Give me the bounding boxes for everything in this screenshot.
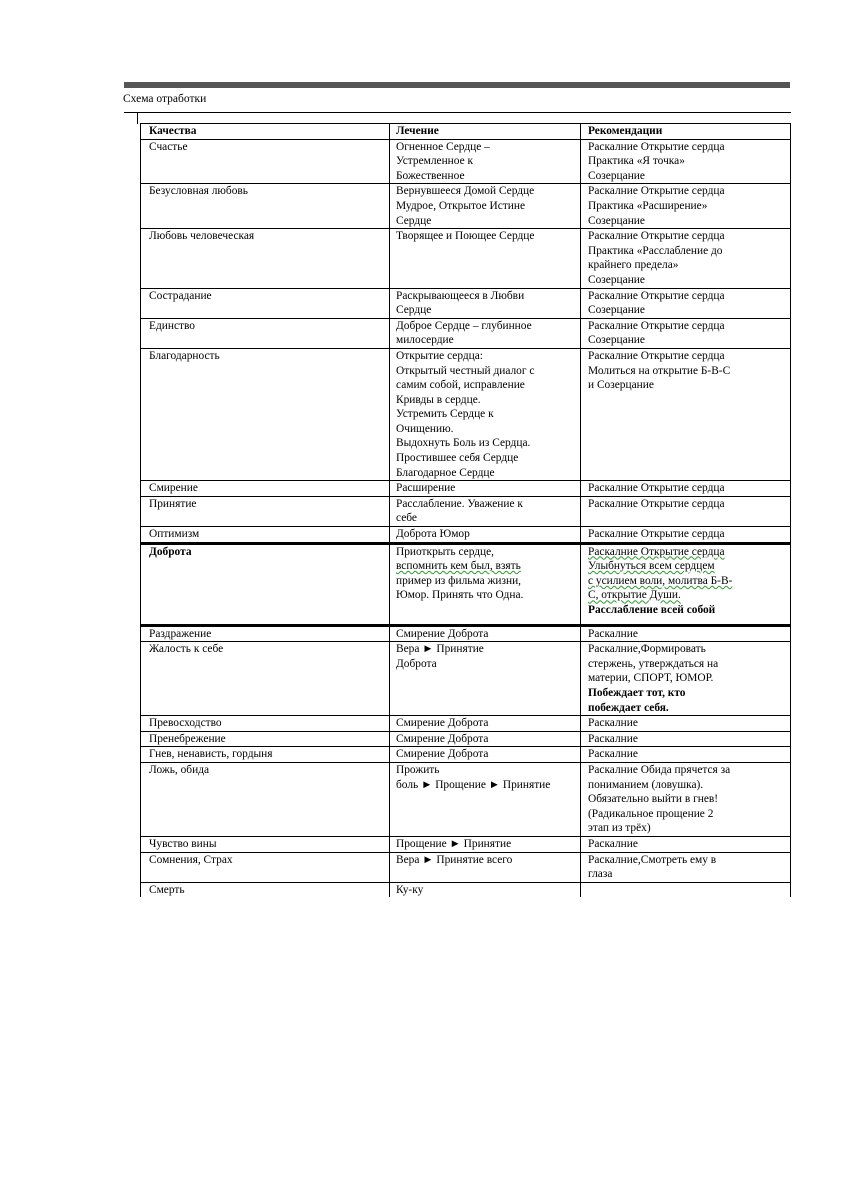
treatment-cell: Смирение Доброта <box>390 625 581 642</box>
quality-cell: Безусловная любовь <box>141 184 390 229</box>
header-qualities: Качества <box>141 124 390 140</box>
treatment-cell: Вера ► Принятие всего <box>390 852 581 882</box>
table-row <box>141 288 791 318</box>
table-header-row <box>141 124 791 140</box>
recommendation-cell: Раскалние <box>581 731 791 747</box>
treatment-cell: Раскрывающееся в Любви Сердце <box>390 288 581 318</box>
treatment-cell: Доброта Юмор <box>390 527 581 544</box>
table-row <box>141 496 791 526</box>
recommendation-cell: Раскалние Открытие сердца <box>581 527 791 544</box>
table-row <box>141 543 791 625</box>
treatment-cell: Ку-ку <box>390 882 581 897</box>
recommendation-cell: Раскалние <box>581 625 791 642</box>
table-row <box>141 527 791 544</box>
page-title: Схема отработки <box>123 93 207 105</box>
treatment-cell: Расслабление. Уважение к себе <box>390 496 581 526</box>
treatment-cell: Смирение Доброта <box>390 731 581 747</box>
table-row <box>141 229 791 288</box>
recommendation-cell: Раскалние Открытие сердца Практика «Расширение» Созерцание <box>581 184 791 229</box>
table-row <box>141 836 791 852</box>
recommendation-cell: Раскалние Открытие сердца <box>581 481 791 497</box>
quality-cell: Благодарность <box>141 348 390 480</box>
recommendation-cell: Раскалние Открытие сердца Практика «Расслабление до крайнего предела» Созерцание <box>581 229 791 288</box>
recommendation-cell: Раскалние <box>581 836 791 852</box>
quality-cell: Превосходство <box>141 716 390 732</box>
table-row <box>141 642 791 716</box>
quality-cell: Пренебрежение <box>141 731 390 747</box>
recommendation-cell: Раскалние Обида прячется за пониманием (ловушка). Обязательно выйти в гнев! (Радикальное прощение 2 этап из трёх) <box>581 762 791 836</box>
treatment-cell: Прожить боль ► Прощение ► Принятие <box>390 762 581 836</box>
treatment-cell: Доброе Сердце – глубинное милосердие <box>390 318 581 348</box>
quality-cell: Раздражение <box>141 625 390 642</box>
treatment-cell: Огненное Сердце – Устремленное к Божественное <box>390 139 581 184</box>
frame-left-rule <box>137 112 138 124</box>
quality-cell: Чувство вины <box>141 836 390 852</box>
table-row <box>141 762 791 836</box>
treatment-cell: Смирение Доброта <box>390 716 581 732</box>
frame-rule <box>124 112 791 113</box>
recommendation-cell: Раскалние,Формировать стержень, утверждаться на материи, СПОРТ, ЮМОР. Побеждает тот, кто побеждает себя. <box>581 642 791 716</box>
table-row <box>141 882 791 897</box>
table-row <box>141 481 791 497</box>
treatment-cell: Прощение ► Принятие <box>390 836 581 852</box>
header-recommendations: Рекомендации <box>581 124 791 140</box>
recommendation-cell: Раскалние Открытие сердца Молиться на открытие Б-В-С и Созерцание <box>581 348 791 480</box>
table-row <box>141 731 791 747</box>
quality-cell: Жалость к себе <box>141 642 390 716</box>
quality-cell: Ложь, обида <box>141 762 390 836</box>
quality-cell: Оптимизм <box>141 527 390 544</box>
quality-cell: Смерть <box>141 882 390 897</box>
quality-cell: Единство <box>141 318 390 348</box>
table-row <box>141 318 791 348</box>
quality-cell: Принятие <box>141 496 390 526</box>
recommendation-cell: Раскалние Открытие сердца Улыбнуться всем сердцем с усилием воли, молитва Б-В- С, открытие Души. Расслабление всей собой <box>581 543 791 625</box>
table-row <box>141 716 791 732</box>
treatment-cell: Открытие сердца: Открытый честный диалог с самим собой, исправление Кривды в сердце. Устремить Сердце к Очищению. Выдохнуть Боль из Сердца. Простившее себя Сердце Благодарное Сердце <box>390 348 581 480</box>
recommendation-cell: Раскалние <box>581 716 791 732</box>
treatment-cell: Приоткрыть сердце, вспомнить кем был, взять пример из фильма жизни, Юмор. Принять что Одна. <box>390 543 581 625</box>
recommendation-cell: Раскалние Открытие сердца Практика «Я точка» Созерцание <box>581 139 791 184</box>
table-row <box>141 625 791 642</box>
quality-cell: Сомнения, Страх <box>141 852 390 882</box>
header-rule <box>124 82 790 88</box>
qualities-table <box>140 123 791 897</box>
table-row <box>141 747 791 763</box>
treatment-cell: Вернувшееся Домой Сердце Мудрое, Открытое Истине Сердце <box>390 184 581 229</box>
table-row <box>141 348 791 480</box>
recommendation-cell: Раскалние,Смотреть ему в глаза <box>581 852 791 882</box>
quality-cell: Гнев, ненависть, гордыня <box>141 747 390 763</box>
table-row <box>141 139 791 184</box>
treatment-cell: Расширение <box>390 481 581 497</box>
quality-cell: Счастье <box>141 139 390 184</box>
recommendation-cell: Раскалние Открытие сердца Созерцание <box>581 318 791 348</box>
quality-cell: Любовь человеческая <box>141 229 390 288</box>
quality-cell: Смирение <box>141 481 390 497</box>
treatment-cell: Творящее и Поющее Сердце <box>390 229 581 288</box>
header-treatment: Лечение <box>390 124 581 140</box>
treatment-cell: Смирение Доброта <box>390 747 581 763</box>
table-row <box>141 852 791 882</box>
quality-cell: Доброта <box>141 543 390 625</box>
recommendation-cell: Раскалние Открытие сердца Созерцание <box>581 288 791 318</box>
treatment-cell: Вера ► Принятие Доброта <box>390 642 581 716</box>
quality-cell: Сострадание <box>141 288 390 318</box>
recommendation-cell: Раскалние Открытие сердца <box>581 496 791 526</box>
recommendation-cell <box>581 882 791 897</box>
recommendation-cell: Раскалние <box>581 747 791 763</box>
table-row <box>141 184 791 229</box>
